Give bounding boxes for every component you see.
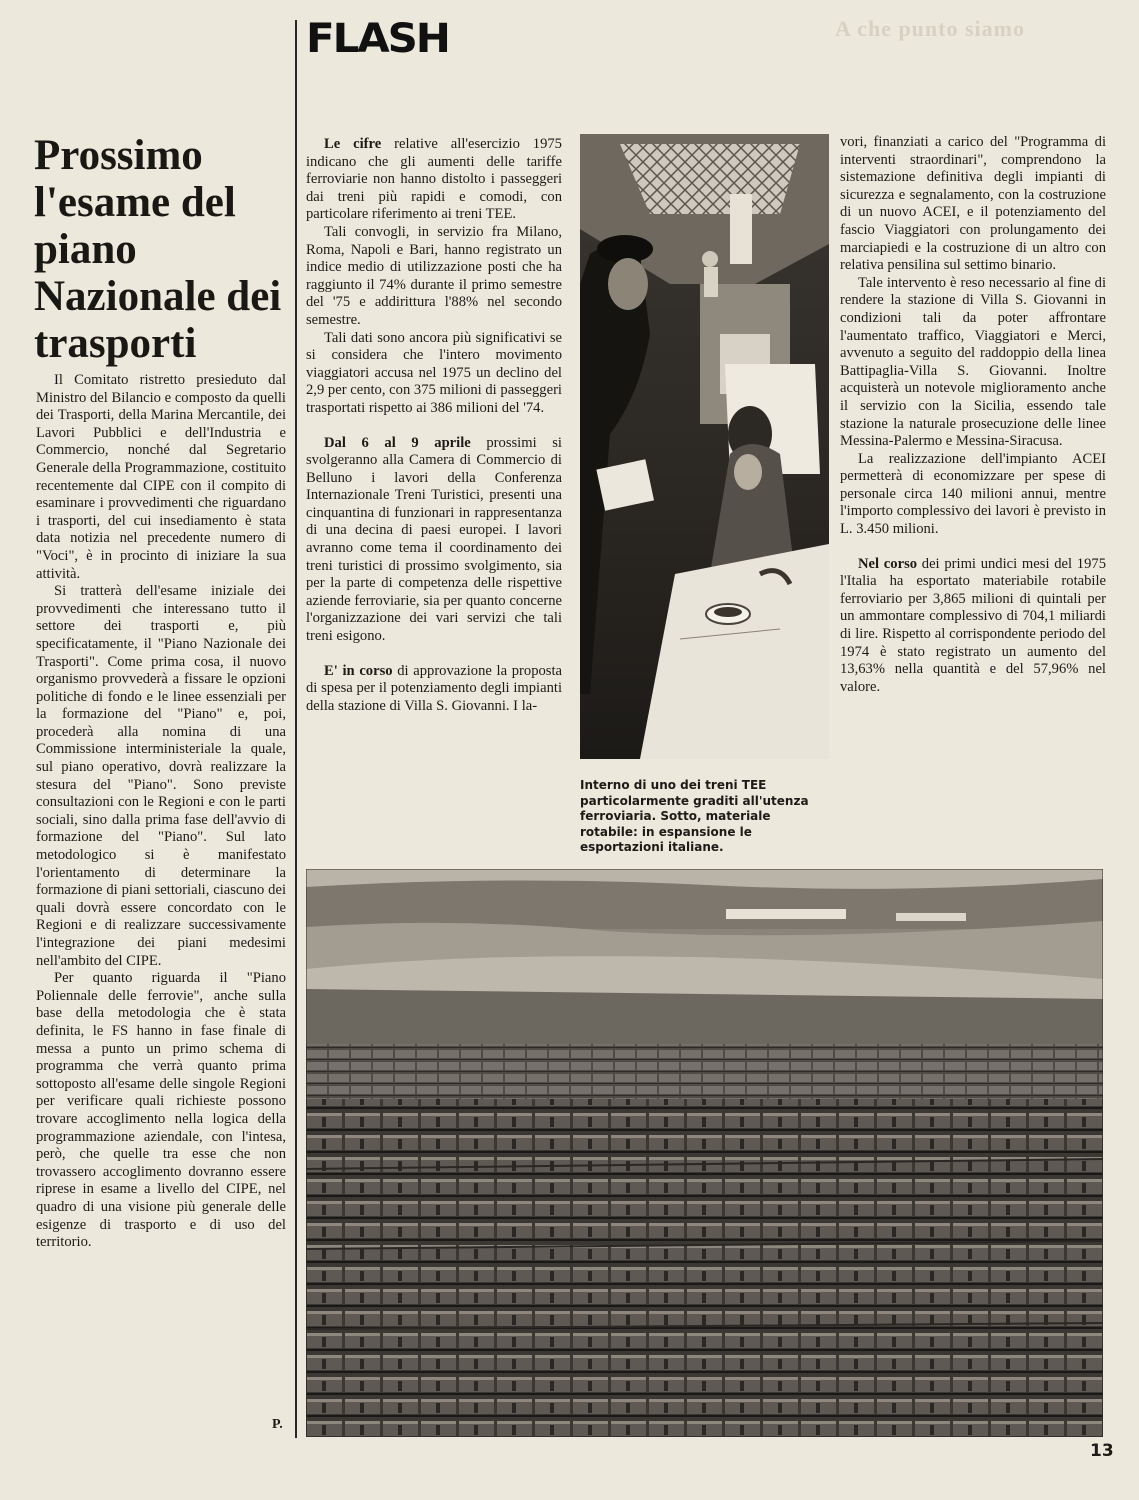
paragraph: La realizzazione dell'impianto ACEI permetterà di economizzare per spese di personale circa 140 milioni annui, mentre l'importo complessivo dei lavori è previsto in L. 3.450 milioni. [840, 450, 1106, 538]
article-title: Prossimo l'esame del piano Nazionale dei trasporti [34, 132, 282, 367]
faded-header: A che punto siamo [835, 16, 1025, 41]
article-column-1 [36, 372, 286, 1252]
paragraph-lead: Le cifre [324, 136, 382, 152]
paragraph: Si tratterà dell'esame iniziale dei provvedimenti che interessano tutto il settore dei trasporti e, più specificatamente, il "Piano Nazionale dei Trasporti". Come prima cosa, il nuovo organismo provvederà a fissare le opzioni politiche di fondo e le linee essenziali per la formazione del "Piano" e, poi, procederà alla nomina di una Commissione interministeriale la quale, sul piano operativo, dovrà realizzare la stesura del "Piano". Sono previste consultazioni con le Regioni e con le parti sociali, sino dalla prima fase dell'avvio di formazione del "Piano". Sul lato metodologico si è manifestato l'orientamento di determinare la formazione di piani settoriali, ciascuno dei quali dovrà essere concordato con le Regioni e di realizzare successivamente l'integrazione dei piani medesimi nell'ambito del CIPE. [36, 583, 286, 969]
paragraph-lead: Nel corso [858, 555, 918, 572]
paragraph: Dal 6 al 9 aprile prossimi si svolgeranno alla Camera di Commercio di Belluno i lavori della Conferenza Internazionale Treni Turistici, presenti una cinquantina di funzionari in rappresentanza di una decina di paesi europei. I lavori avranno come tema il coordinamento dei treni turistici di prossimo svolgimento, sia per la parte di competenza delle rispettive aziende ferroviarie, sia per quanto concerne l'organizzazione dei vari servizi che tali treni esigono. [306, 434, 562, 645]
page-number: 13 [1090, 1441, 1114, 1461]
paragraph: Per quanto riguarda il "Piano Poliennale delle ferrovie", anche sulla base della metodologia che è stata definita, le FS hanno in fase finale di messa a punto un primo schema di programma che verrà quanto prima sottoposto all'esame delle singole Regioni per verificare quali richieste possono trovare accoglimento nella logica della programmazione aziendale, con l'intesa, però, che quelle tra esse che non trovassero accoglimento dovranno essere riprese in esame a livello del CIPE, nel quadro di una visione più generale delle esigenze di trasporto e di uso del territorio. [36, 970, 286, 1251]
paragraph: Tali dati sono ancora più significativi se si considera che l'intero movimento viaggiatori accusa nel 1975 un declino del 2,9 per cento, con 375 milioni di passeggeri trasportati rispetto ai 386 milioni del '74. [306, 329, 562, 416]
paragraph: vori, finanziati a carico del "Programma di interventi straordinari", comprendono la sistemazione definitiva degli impianti di sicurezza e segnalamento, con la costruzione di un nuovo ACEI, e il potenziamento del fascio Viaggiatori con prolungamento dei marciapiedi e la costruzione di un altro con relativa pensilina sul settimo binario. [840, 134, 1106, 274]
column-divider [295, 20, 297, 1438]
author-signature: P. [272, 1417, 283, 1432]
paragraph: Tali convogli, in servizio fra Milano, Roma, Napoli e Bari, hanno registrato un indice medio di utilizzazione posti che ha raggiunto il 74% durante il primo semestre del '75 e addirittura l'88% nel secondo semestre. [306, 223, 562, 328]
paragraph-lead: E' in corso [324, 662, 393, 679]
paragraph: Il Comitato ristretto presieduto dal Ministro del Bilancio e composto da quelli dei Trasporti, della Marina Mercantile, dei Lavori Pubblici e dell'Industria e Commercio, nonché dal Segretario Generale della Programmazione, costituito recentemente dal CIPE con il compito di esaminare i provvedimenti che riguardano i trasporti, del cui insediamento è stata data notizia nel precedente numero di "Voci", è in procinto di iniziare la sua attività. [36, 372, 286, 582]
paragraph: Nel corso dei primi undici mesi del 1975 l'Italia ha esportato materiabile rotabile ferroviario per 3,865 milioni di quintali per un ammontare complessivo di 704,1 miliardi di lire. Rispetto al corrispondente periodo del 1974 è stato registrato un aumento del 13,63% nella quantità e del 57,96% nel valore. [840, 555, 1106, 695]
photo-caption: Interno di uno dei treni TEE particolarmente graditi all'utenza ferroviaria. Sotto, materiale rotabile: in espansione le esportazioni italiane. [580, 778, 809, 854]
paragraph-lead: Dal 6 al 9 aprile [324, 434, 471, 451]
paragraph: Le cifre relative all'esercizio 1975 indicano che gli aumenti delle tariffe ferroviarie non hanno distolto i passeggeri dai treni più rapidi e comodi, con particolare riferimento ai treni TEE. [306, 136, 562, 223]
flash-column-3 [840, 134, 1106, 696]
paragraph: E' in corso di approvazione la proposta di spesa per il potenziamento degli impianti della stazione di Villa S. Giovanni. I la- [306, 662, 563, 714]
paragraph: Tale intervento è reso necessario al fine di rendere la stazione di Villa S. Giovanni in condizioni tali da poter affrontare l'aumentato traffico, Viaggiatori e Merci, avvenuto a seguito del raddoppio della linea Battipaglia-Villa S. Giovanni. Inoltre acquisterà un notevole miglioramento anche il servizio con la Sicilia, essendo tale stazione la naturale prosecuzione delle linee Messina-Palermo e Messina-Siracusa. [840, 274, 1106, 450]
section-header: FLASH [306, 16, 449, 62]
flash-column-2 [306, 136, 562, 715]
train-interior-photo [580, 134, 829, 759]
freight-yard-photo [306, 869, 1103, 1437]
